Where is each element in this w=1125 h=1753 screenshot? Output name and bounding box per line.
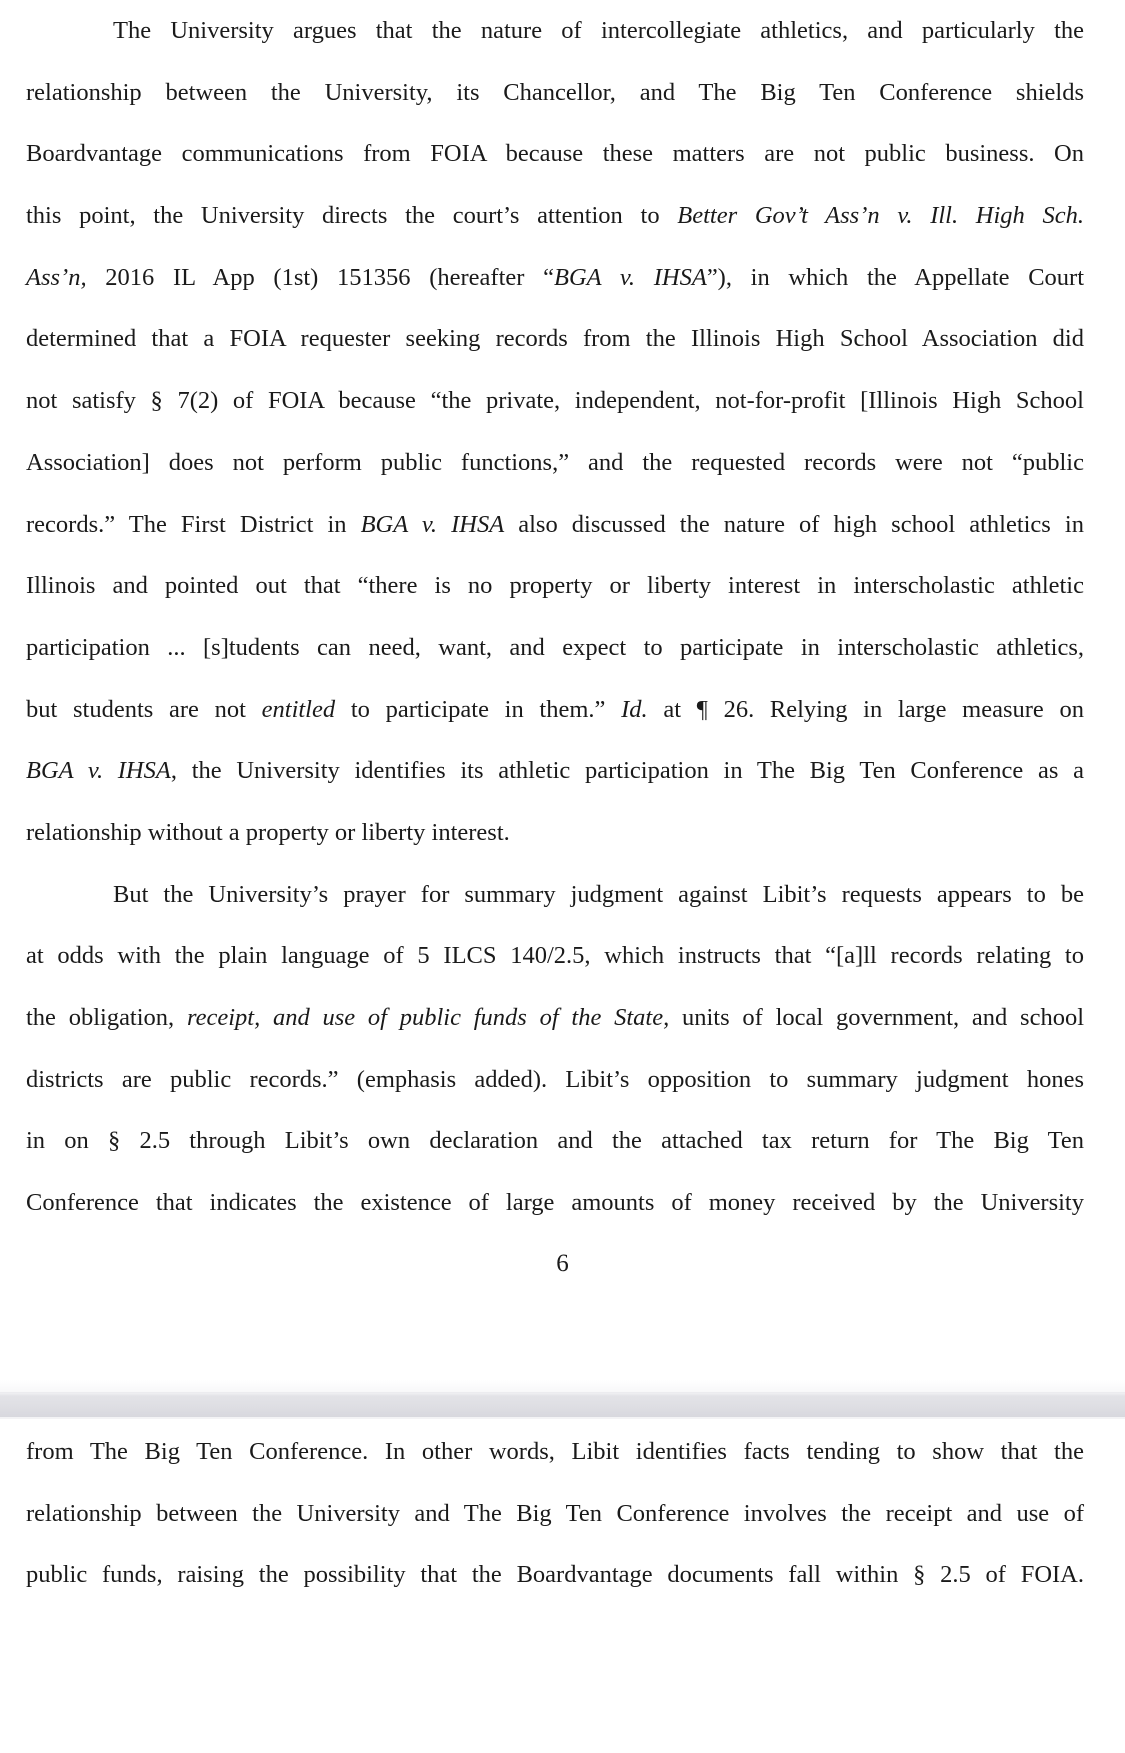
text-line xyxy=(26,555,1084,617)
page-number: 6 xyxy=(556,1250,569,1277)
text-line xyxy=(26,925,1084,987)
page-7-body xyxy=(26,1421,1084,1606)
text-run: records.” The First District in xyxy=(26,510,361,538)
text-run: ”), in which the Appellate Court xyxy=(706,263,1085,291)
text-line xyxy=(26,432,1084,494)
text-line xyxy=(26,123,1084,185)
page-6-body xyxy=(26,0,1084,1234)
text-run: , the University identifies its athletic participation in The Big Ten Conference as a xyxy=(170,757,1085,785)
text-line xyxy=(26,1049,1084,1111)
text-run: units of local government, and school xyxy=(669,1004,1084,1031)
italic-citation: BGA v. IHSA xyxy=(26,757,171,785)
page-break-separator xyxy=(0,1392,1125,1419)
text-run: But the University’s prayer for summary judgment against Libit’s requests appears to be xyxy=(113,880,1084,908)
text-run: the obligation, xyxy=(26,1004,187,1031)
text-run: from The Big Ten Conference. In other words, Libit identifies facts tending to show that the xyxy=(26,1438,1084,1465)
italic-citation: BGA v. IHSA xyxy=(553,263,707,291)
text-run: Boardvantage communications from FOIA because these matters are not public business. On xyxy=(26,140,1084,168)
text-run: 2016 IL App (1st) 151356 (hereafter “ xyxy=(86,263,554,291)
document-page-7 xyxy=(0,1420,1125,1753)
text-run: to participate in them.” xyxy=(335,695,622,723)
page-bottom-shadow xyxy=(0,1380,1125,1392)
italic-citation: BGA v. IHSA xyxy=(360,510,505,538)
text-line xyxy=(26,185,1084,247)
text-run: relationship between the University, its Chancellor, and The Big Ten Conference shields xyxy=(26,78,1084,106)
text-line xyxy=(26,62,1084,124)
text-run: Association] does not perform public functions,” and the requested records were not “public xyxy=(26,448,1084,476)
text-line xyxy=(26,617,1084,679)
text-line xyxy=(26,308,1084,370)
text-run: districts are public records.” (emphasis added). Libit’s opposition to summary judgment hones xyxy=(26,1065,1084,1093)
text-line xyxy=(26,370,1084,432)
text-run: public funds, raising the possibility that the Boardvantage documents fall within § 2.5 of FOIA. xyxy=(26,1561,1084,1589)
italic-citation: receipt, and use of public funds of the State, xyxy=(186,1004,670,1031)
text-line xyxy=(26,1483,1084,1545)
text-run: at odds with the plain language of 5 ILCS 140/2.5, which instructs that “[a]ll records relating to xyxy=(26,942,1084,970)
text-run: but students are not xyxy=(26,695,262,723)
text-run: Illinois and pointed out that “there is no property or liberty interest in interscholastic athletic xyxy=(26,572,1084,600)
text-run: Conference that indicates the existence of large amounts of money received by the University xyxy=(26,1189,1084,1217)
text-line xyxy=(26,0,1084,62)
text-line xyxy=(26,802,1084,864)
text-run: participation ... [s]tudents can need, want, and expect to participate in interscholastic athletics, xyxy=(26,633,1084,661)
italic-citation: Id. xyxy=(621,695,648,723)
text-line xyxy=(26,987,1084,1049)
text-line xyxy=(26,247,1084,309)
text-line xyxy=(26,1172,1084,1234)
text-line xyxy=(26,1110,1084,1172)
italic-citation: Better Gov’t Ass’n v. Ill. High Sch. xyxy=(677,202,1085,230)
text-run: not satisfy § 7(2) of FOIA because “the private, independent, not-for-profit [Illinois High School xyxy=(26,387,1084,415)
text-run: at ¶ 26. Relying in large measure on xyxy=(647,695,1084,723)
text-run: relationship without a property or liberty interest. xyxy=(26,818,510,846)
text-line xyxy=(26,679,1084,741)
text-line xyxy=(26,494,1084,556)
text-run: this point, the University directs the court’s attention to xyxy=(26,202,678,230)
text-line xyxy=(26,740,1084,802)
text-run: relationship between the University and The Big Ten Conference involves the receipt and use of xyxy=(26,1499,1084,1527)
italic-citation: Ass’n, xyxy=(26,263,87,291)
italic-citation: entitled xyxy=(261,695,336,723)
text-line xyxy=(26,1421,1084,1483)
text-line xyxy=(26,864,1084,926)
text-run: The University argues that the nature of intercollegiate athletics, and particularly the xyxy=(113,17,1084,44)
text-run: also discussed the nature of high school athletics in xyxy=(504,510,1084,538)
text-line xyxy=(26,1544,1084,1606)
text-run: in on § 2.5 through Libit’s own declaration and the attached tax return for The Big Ten xyxy=(26,1127,1084,1155)
text-run: determined that a FOIA requester seeking records from the Illinois High School Association did xyxy=(26,325,1084,353)
